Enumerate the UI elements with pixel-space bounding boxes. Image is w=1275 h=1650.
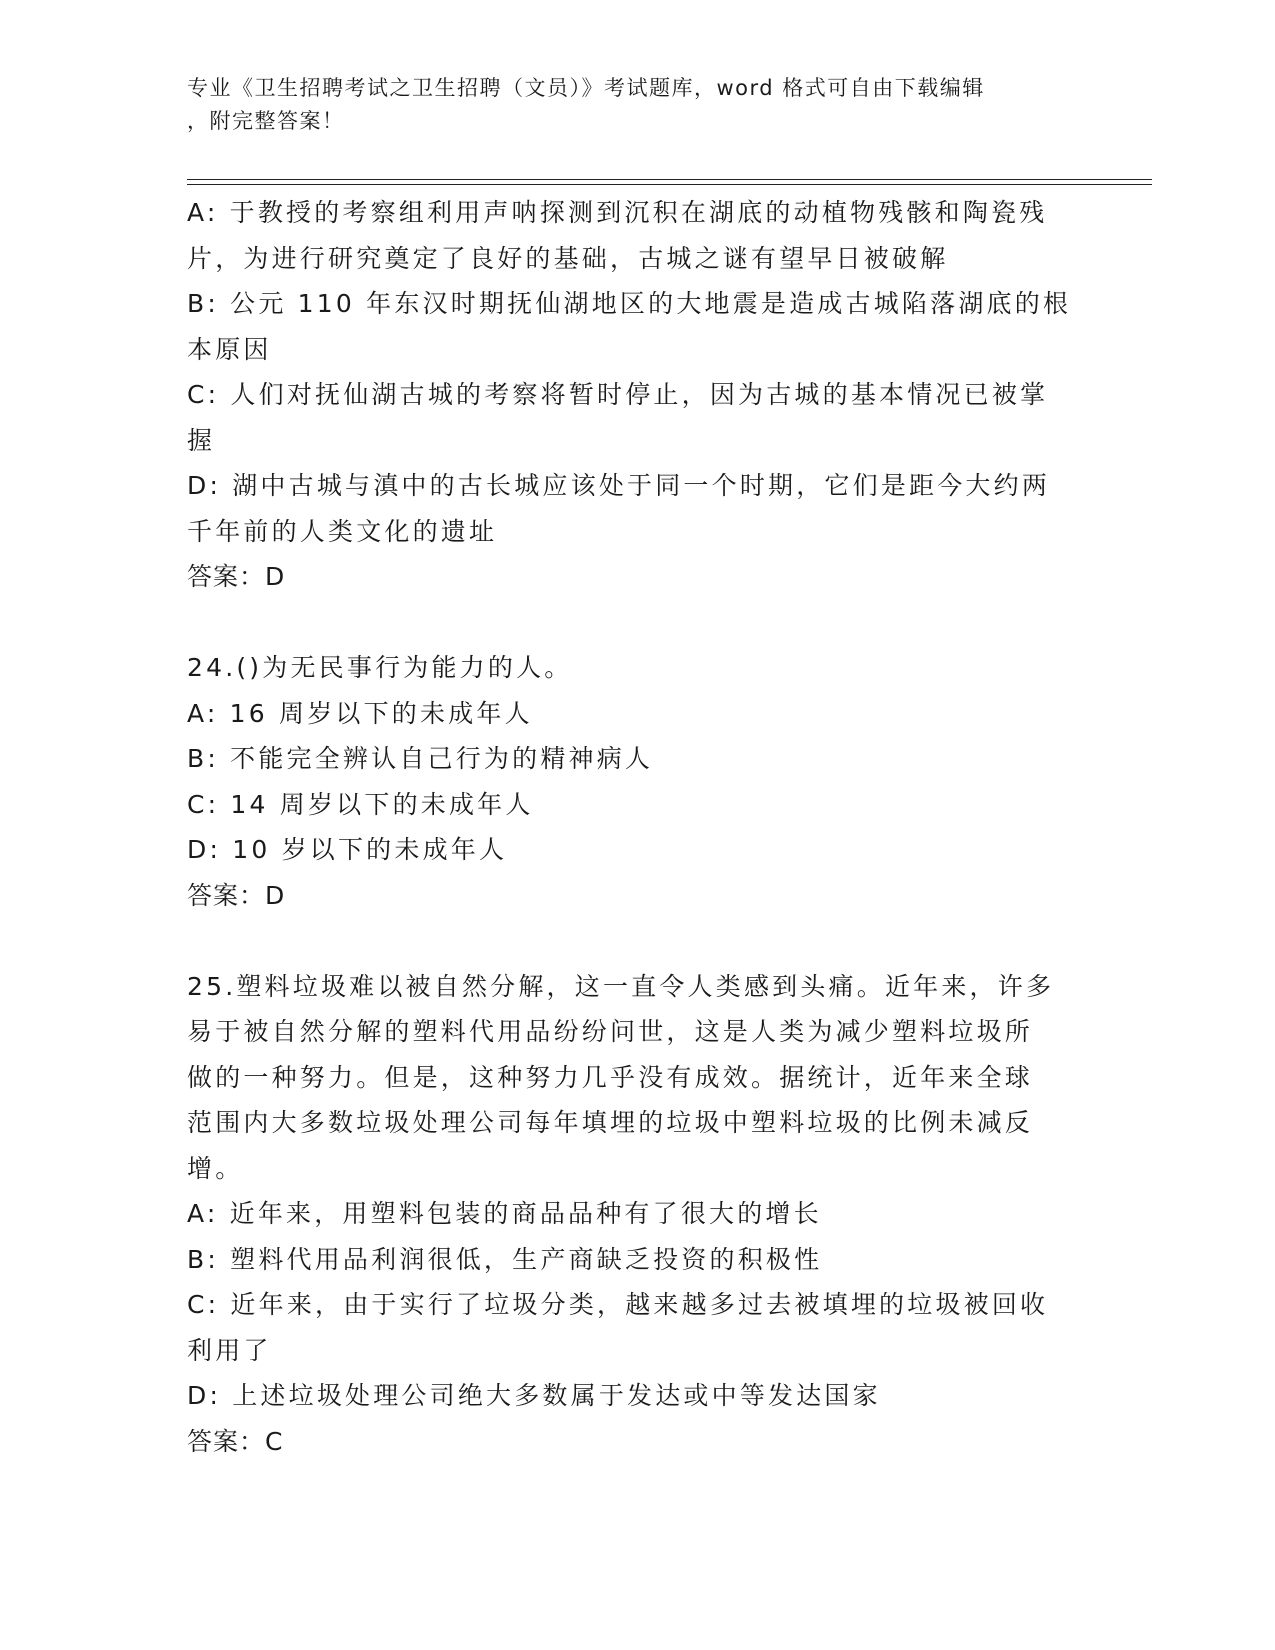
q25-option-c-line-1: C: 近年来，由于实行了垃圾分类，越来越多过去被填埋的垃圾被回收: [187, 1290, 1049, 1319]
q23-answer: 答案：D: [187, 562, 286, 591]
q23-option-a-line-2: 片，为进行研究奠定了良好的基础，古城之谜有望早日被破解: [187, 243, 949, 273]
header-rule-bottom: [187, 184, 1152, 185]
spacer: [187, 600, 1067, 646]
q24-option-b: B: 不能完全辨认自己行为的精神病人: [187, 744, 654, 773]
header-rule-top: [187, 179, 1152, 180]
q23-option-d-line-2: 千年前的人类文化的遗址: [187, 516, 498, 546]
q23-option-c-line-2: 握: [187, 425, 216, 455]
q24-option-a: A: 16 周岁以下的未成年人: [187, 698, 533, 728]
q25-option-d: D: 上述垃圾处理公司绝大多数属于发达或中等发达国家: [187, 1381, 881, 1410]
q24-option-c: C: 14 周岁以下的未成年人: [187, 789, 534, 819]
header-line-1: 专业《卫生招聘考试之卫生招聘（文员）》考试题库，word 格式可自由下载编辑: [187, 76, 985, 100]
header-line-2: ，附完整答案！: [187, 109, 345, 133]
q25-option-c-line-2: 利用了: [187, 1335, 272, 1365]
q23-option-d-line-1: D: 湖中古城与滇中的古长城应该处于同一个时期，它们是距今大约两: [187, 471, 1051, 500]
q23-option-a-line-1: A: 于教授的考察组利用声呐探测到沉积在湖底的动植物残骸和陶瓷残: [187, 198, 1048, 227]
q24-answer: 答案：D: [187, 880, 286, 910]
q24-stem: 24.()为无民事行为能力的人。: [187, 653, 573, 682]
q25-stem-line-5: 增。: [187, 1153, 244, 1183]
q25-stem-line-2: 易于被自然分解的塑料代用品纷纷问世，这是人类为减少塑料垃圾所: [187, 1017, 1034, 1046]
q23-option-b-line-1: B: 公元 110 年东汉时期抚仙湖地区的大地震是造成古城陷落湖底的根: [187, 289, 1072, 318]
question-content: [187, 190, 1072, 1464]
q25-stem-line-4: 范围内大多数垃圾处理公司每年填埋的垃圾中塑料垃圾的比例未减反: [187, 1108, 1034, 1137]
document-header: [187, 72, 1067, 138]
question-24: [187, 645, 1067, 918]
question-23: [187, 190, 1072, 600]
q25-stem-line-1: 25.塑料垃圾难以被自然分解，这一直令人类感到头痛。近年来，许多: [187, 971, 1055, 1001]
q23-option-c-line-1: C: 人们对抚仙湖古城的考察将暂时停止，因为古城的基本情况已被掌: [187, 380, 1049, 409]
q25-answer: 答案：C: [187, 1426, 284, 1456]
q24-option-d: D: 10 岁以下的未成年人: [187, 835, 508, 864]
question-25: [187, 964, 1067, 1465]
spacer: [187, 918, 1067, 964]
q23-option-b-line-2: 本原因: [187, 334, 272, 364]
q25-option-b: B: 塑料代用品利润很低，生产商缺乏投资的积极性: [187, 1244, 823, 1274]
q25-option-a: A: 近年来，用塑料包装的商品品种有了很大的增长: [187, 1199, 822, 1228]
q25-stem-line-3: 做的一种努力。但是，这种努力几乎没有成效。据统计，近年来全球: [187, 1062, 1034, 1092]
